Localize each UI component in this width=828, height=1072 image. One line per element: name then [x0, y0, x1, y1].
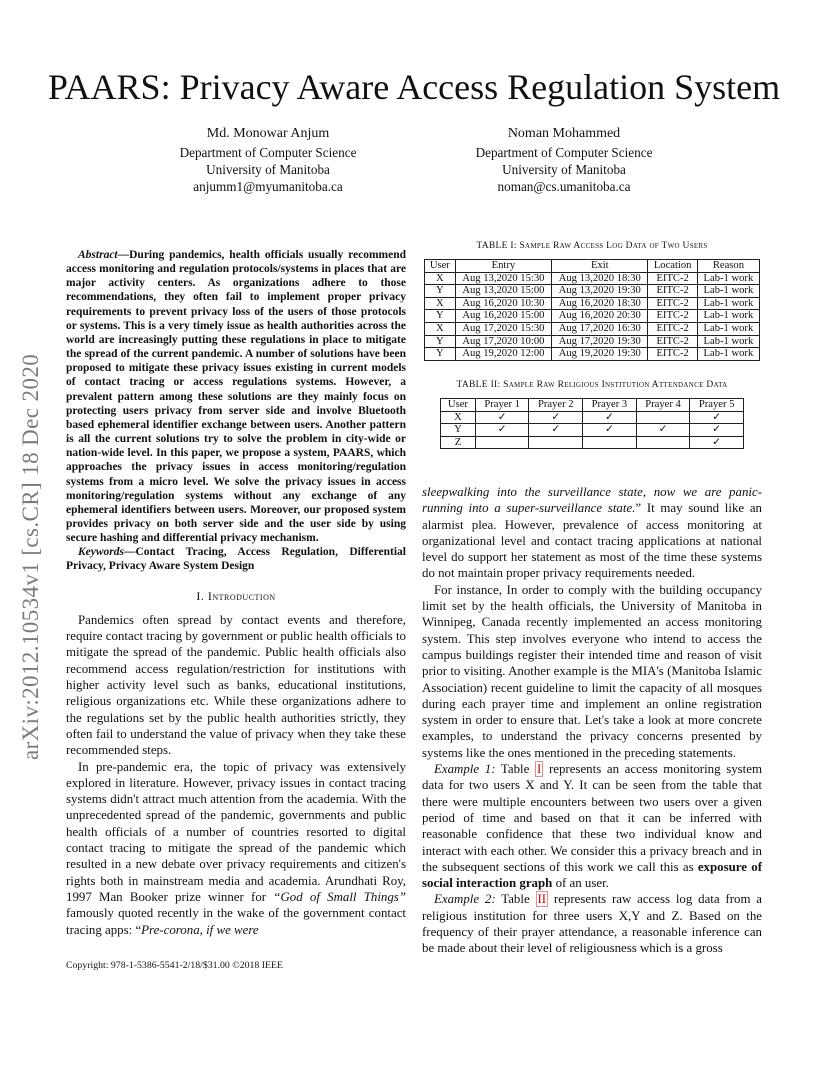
table-header-cell: Prayer 4 — [636, 399, 690, 412]
paragraph — [422, 484, 762, 582]
table-row — [441, 424, 744, 437]
table-row — [425, 348, 760, 361]
table-header-row — [425, 260, 760, 273]
paper-title: PAARS: Privacy Aware Access Regulation System — [47, 67, 781, 107]
table-row — [425, 335, 760, 348]
table-row — [441, 436, 744, 449]
table-cell: Aug 17,2020 10:00 — [455, 335, 551, 348]
table-header-row — [441, 399, 744, 412]
section-number: I. — [196, 588, 208, 603]
access-log-table — [424, 259, 760, 361]
table-header-cell: User — [441, 399, 476, 412]
table-header-cell: Prayer 2 — [529, 399, 583, 412]
table-reference-link[interactable]: I — [537, 762, 542, 777]
arxiv-identifier: arXiv:2012.10534v1 [cs.CR] 18 Dec 2020 — [18, 353, 43, 760]
keywords-label: Keywords — [78, 546, 124, 559]
table-cell: Lab-1 work — [697, 348, 759, 361]
example-paragraph — [422, 891, 762, 956]
table-cell: Z — [441, 436, 476, 449]
table-cell — [583, 436, 637, 449]
table-cell: Aug 16,2020 20:30 — [552, 310, 648, 323]
table-cell: Lab-1 work — [697, 285, 759, 298]
paragraph-text: Table — [495, 762, 536, 777]
table-reference-link[interactable]: II — [537, 892, 547, 907]
table-cell — [475, 436, 529, 449]
table-caption: TABLE II: Sample Raw Religious Institution Attendance Data — [456, 380, 728, 390]
table-cell: ✓ — [529, 411, 583, 424]
attendance-table — [440, 398, 744, 449]
table-cell: ✓ — [475, 424, 529, 437]
left-column — [66, 248, 406, 938]
quote-text: Pre-corona, if we were — [141, 922, 259, 937]
table-cell: EITC-2 — [648, 285, 697, 298]
author-department: Department of Computer Science — [179, 145, 357, 160]
table-caption: TABLE I: Sample Raw Access Log Data of Two Users — [476, 241, 708, 251]
table-cell: X — [425, 322, 456, 335]
table-cell: Lab-1 work — [697, 310, 759, 323]
table-cell: X — [425, 272, 456, 285]
table-cell: X — [425, 297, 456, 310]
table-header-cell: User — [425, 260, 456, 273]
abstract — [66, 248, 406, 545]
table-cell: Aug 17,2020 19:30 — [552, 335, 648, 348]
table-cell: Lab-1 work — [697, 272, 759, 285]
table-cell: ✓ — [690, 424, 744, 437]
table-cell: Lab-1 work — [697, 335, 759, 348]
example-paragraph — [422, 761, 762, 891]
paragraph-text: represents an access monitoring system data for two users X and Y. It can be seen from the table that there were multiple encounters between two users over a given period of time and based on that it can be inferred with reasonable confidence that these two individual know and interact with each other. We consider this a privacy breach and in the subsequent sections of this work we call this as — [422, 762, 763, 874]
author-email: anjumm1@myumanitoba.ca — [193, 179, 343, 194]
example-label: Example 1: — [434, 762, 496, 777]
table-cell: EITC-2 — [648, 348, 697, 361]
table-header-cell: Location — [648, 260, 697, 273]
section-heading — [66, 588, 406, 604]
book-title: “God of Small Things” — [273, 889, 406, 904]
paragraph-text: represents raw access log data from a religious institution for three users X,Y and Z. Based on the frequency of their prayer attendance, a reasonable inference can be made about their level of religiousness which is a gross — [422, 892, 763, 956]
keywords-text: —Contact Tracing, Access Regulation, Differential Privacy, Privacy Aware System Design — [66, 546, 406, 573]
table-row — [425, 322, 760, 335]
paragraph-text: ” It may sound like an alarmist plea. However, prevalence of access monitoring at organizational level and contact tracing applications at national level do support her statement as most of the time these systems do not maintain proper privacy requirements needed. — [422, 501, 762, 581]
paragraph: Pandemics often spread by contact events and therefore, require contact tracing by government or public health officials to mitigate the spread of the pandemic. Public health officials also recommend access regulation/restriction for institutions with higher activity level such as banks, educational institutions, religious organizations etc. While these organizations adhere to the regulations set by the public health authorities strictly, they often fail to understand the value of privacy when they take these recommended steps. — [66, 612, 406, 758]
table-cell — [529, 436, 583, 449]
table-cell: Aug 19,2020 12:00 — [455, 348, 551, 361]
table-cell: Y — [441, 424, 476, 437]
table-cell: EITC-2 — [648, 310, 697, 323]
table-row — [425, 285, 760, 298]
table-cell: EITC-2 — [648, 335, 697, 348]
table-row — [425, 272, 760, 285]
author-name: Md. Monowar Anjum — [206, 126, 330, 141]
paragraph-text: of an user. — [552, 876, 609, 891]
table-cell: Aug 13,2020 15:00 — [455, 285, 551, 298]
table-cell: EITC-2 — [648, 297, 697, 310]
table-cell: Aug 13,2020 15:30 — [455, 272, 551, 285]
author-email: noman@cs.umanitoba.ca — [497, 179, 631, 194]
table-cell: ✓ — [583, 424, 637, 437]
paragraph-text: In pre-pandemic era, the topic of privacy was extensively explored in literature. However, privacy issues in contact tracing systems didn't attract much attention from the academia. With the unprecedented spread of the pandemic, governments and public health officials of a number of countries resorted to digital contact tracing to mitigate the spread of the pandemic which resulted in a new debate over privacy requirements and citizen's rights both in mainstream media and academia. Arundhati Roy, 1997 Man Booker prize winner for — [66, 759, 406, 904]
table-cell: EITC-2 — [648, 272, 697, 285]
table-header-cell: Prayer 1 — [475, 399, 529, 412]
table-row — [425, 310, 760, 323]
example-label: Example 2: — [434, 892, 496, 907]
table-cell: ✓ — [529, 424, 583, 437]
keywords — [66, 545, 406, 573]
author-name: Noman Mohammed — [507, 126, 621, 141]
table-header-cell: Exit — [552, 260, 648, 273]
paragraph-text: famously quoted recently in the wake of the government contact tracing apps: “ — [66, 906, 406, 937]
table-cell — [636, 436, 690, 449]
table-cell: Aug 19,2020 19:30 — [552, 348, 648, 361]
table-cell: Aug 16,2020 18:30 — [552, 297, 648, 310]
table-cell: Aug 16,2020 10:30 — [455, 297, 551, 310]
table-cell: Lab-1 work — [697, 297, 759, 310]
table-header-cell: Prayer 5 — [690, 399, 744, 412]
table-cell: Y — [425, 285, 456, 298]
table-cell: EITC-2 — [648, 322, 697, 335]
abstract-label: Abstract — [78, 249, 118, 261]
quote-text: sleepwalking into the surveillance state, now we are panic-running into a super-surveillance state. — [422, 485, 762, 516]
table-cell: ✓ — [475, 411, 529, 424]
table-cell: Y — [425, 335, 456, 348]
table-cell: Aug 16,2020 15:00 — [455, 310, 551, 323]
author-university: University of Manitoba — [206, 162, 330, 177]
table-cell: Y — [425, 348, 456, 361]
section-title: Introduction — [207, 588, 276, 603]
author-department: Department of Computer Science — [475, 145, 653, 160]
table-header-cell: Reason — [697, 260, 759, 273]
abstract-text: —During pandemics, health officials usually recommend access monitoring and regulation protocols/systems in places that are major activity centers. As organizations adhere to those recommendations, they often fail to implement proper privacy requirements to prevent privacy loss of the users of those protocols or systems. This is a very timely issue as health authorities across the world are increasingly putting these regulations in place to mitigate the spread of the current pandemic. A number of solutions have been proposed to mitigate these privacy issues existing in current models of contact tracing or access regulations systems. However, a prevalent pattern among these solutions are they mainly focus on protecting users privacy from server side and involve Bluetooth based ephemeral identifier exchange between users. Another pattern is all the current solutions try to solve the problem in city-wide or nation-wide level. In this paper, we propose a system, PAARS, which approaches the privacy issues in access monitoring/regulation systems from a micro level. We solve the privacy issues in access monitoring/regulation systems without any exchange of any ephemeral identifiers between users. Moreover, our proposed system provides privacy on both server side and the user side by using secure hashing and differential privacy mechanism. — [66, 249, 406, 545]
table-cell: ✓ — [690, 436, 744, 449]
table-cell: Aug 13,2020 18:30 — [552, 272, 648, 285]
author-university: University of Manitoba — [502, 162, 626, 177]
table-header-cell: Entry — [455, 260, 551, 273]
table-cell: Aug 17,2020 16:30 — [552, 322, 648, 335]
paragraph: For instance, In order to comply with the building occupancy limit set by the health officials, the University of Manitoba in Winnipeg, Canada recently implemented an access monitoring system. This step involves everyone who intend to access the campus buildings register their intended time and reason of visit prior to visiting. Another example is the MIA's (Manitoba Islamic Association) recent guideline to limit the capacity of all mosques during each prayer time and implement an online registration system in order to ensure that. Let's take a look at more concrete examples, to understand the privacy concerns presented by systems like the ones mentioned in the preceding statements. — [422, 582, 762, 760]
author-block — [118, 124, 418, 195]
table-row — [425, 297, 760, 310]
table-cell: ✓ — [636, 424, 690, 437]
table-cell — [636, 411, 690, 424]
paragraph — [66, 759, 406, 938]
table-cell: Aug 13,2020 19:30 — [552, 285, 648, 298]
table-row — [441, 411, 744, 424]
paragraph-text: Table — [495, 892, 536, 907]
table-cell: ✓ — [583, 411, 637, 424]
right-column — [422, 484, 762, 957]
table-cell: ✓ — [690, 411, 744, 424]
table-cell: X — [441, 411, 476, 424]
table-cell: Y — [425, 310, 456, 323]
bold-term: exposure of social interaction graph — [422, 859, 762, 891]
copyright-notice: Copyright: 978-1-5386-5541-2/18/$31.00 ©2018 IEEE — [66, 960, 283, 971]
table-cell: Aug 17,2020 15:30 — [455, 322, 551, 335]
author-block — [414, 124, 714, 195]
table-header-cell: Prayer 3 — [583, 399, 637, 412]
table-cell: Lab-1 work — [697, 322, 759, 335]
